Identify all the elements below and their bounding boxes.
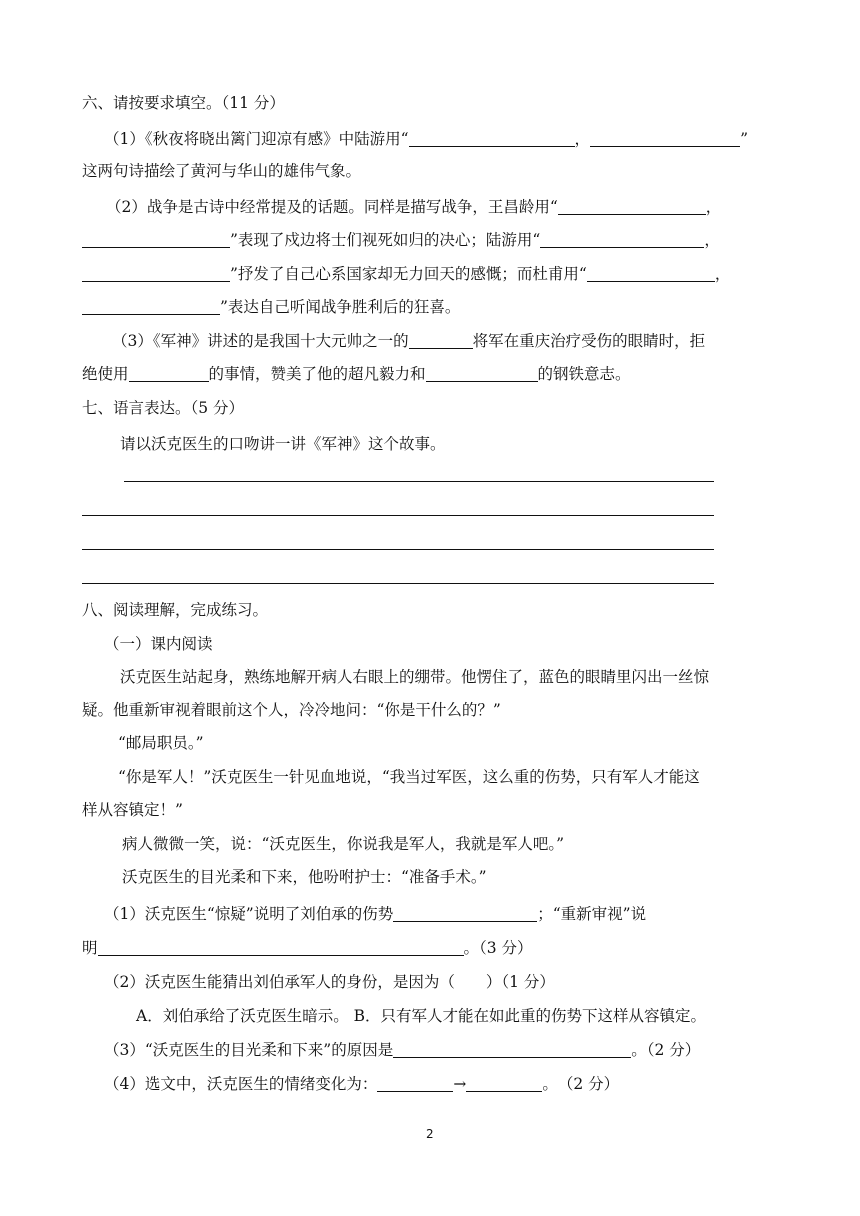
answer-blank[interactable] [409,130,575,147]
answer-blank[interactable] [466,1075,542,1092]
writing-line[interactable] [82,583,714,584]
q6-2-text-b: ， [705,198,722,216]
passage-p2: “邮局职员。” [118,734,204,752]
answer-blank[interactable] [82,265,230,282]
q8-4-text-c: 。 （2 分） [542,1075,620,1093]
q8-1-line1 [104,904,646,924]
passage-p1-line2: 疑。他重新审视着眼前这个人，冷冷地问：“你是干什么的？” [82,701,501,719]
writing-line[interactable] [124,481,714,482]
q6-3-text-a: （3）《军神》讲述的是我国十大元帅之一的 [112,332,409,350]
passage-p3-line2: 样从容镇定！” [82,801,183,819]
q6-3-line2 [82,364,631,384]
q8-1-text-d: 。（3 分） [463,939,533,957]
passage-p3-line1: “你是军人！”沃克医生一针见血地说，“我当过军医，这么重的伤势，只有军人才能这 [118,768,700,786]
q8-3-text-a: （3）“沃克医生的目光柔和下来”的原因是 [104,1041,394,1059]
q6-1-text-b: ， [574,130,591,148]
q6-1-line1 [104,129,748,149]
q6-3-text-d: 的事情，赞美了他的超凡毅力和 [208,365,426,383]
q6-1-text-a: （1）《秋夜将晓出篱门迎凉有感》中陆游用“ [104,130,409,148]
q6-2-text-f: ， [714,265,731,283]
section-7-prompt: 请以沃克医生的口吻讲一讲《军神》这个故事。 [120,435,446,453]
q8-3-line [104,1040,700,1060]
answer-blank[interactable] [129,365,209,382]
q6-2-line4 [82,297,460,317]
q8-2-options: A．刘伯承给了沃克医生暗示。 B．只有军人才能在如此重的伤势下这样从容镇定。 [136,1007,707,1025]
answer-blank[interactable] [98,939,464,956]
q6-3-text-e: 的钢铁意志。 [537,365,631,383]
answer-blank[interactable] [540,231,704,248]
q6-3-text-c: 绝使用 [82,365,129,383]
passage-p4: 病人微微一笑，说：“沃克医生，你说我是军人，我就是军人吧。” [122,835,565,853]
answer-blank[interactable] [393,1041,631,1058]
q6-2-text-d: ， [704,231,720,249]
section-7-heading: 七、语言表达。（5 分） [82,399,245,417]
q6-3-line1 [112,331,705,351]
q8-1-text-a: （1）沃克医生“惊疑”说明了刘伯承的伤势 [104,905,394,923]
answer-blank[interactable] [409,332,473,349]
q8-2-question: （2）沃克医生能猜出刘伯承军人的身份，是因为（ ）（1 分） [104,973,555,991]
passage-p5: 沃克医生的目光柔和下来，他吩咐护士：“准备手术。” [122,868,487,886]
q6-2-text-a: （2）战争是古诗中经常提及的话题。同样是描写战争，王昌龄用“ [106,198,558,216]
q8-1-text-b: ；“重新审视”说 [537,905,647,923]
answer-blank[interactable] [587,265,715,282]
passage-p1-line1: 沃克医生站起身，熟练地解开病人右眼上的绷带。他愣住了，蓝色的眼睛里闪出一丝惊 [120,668,710,686]
q6-2-line2 [82,230,720,250]
answer-blank[interactable] [558,198,706,215]
q6-2-text-g: ”表达自己听闻战争胜利后的狂喜。 [220,298,461,316]
q8-1-line2 [82,938,533,958]
section-8-subheading: （一）课内阅读 [104,635,213,653]
q8-1-text-c: 明 [82,939,98,957]
answer-blank[interactable] [426,365,538,382]
answer-blank[interactable] [393,905,537,922]
answer-blank[interactable] [82,231,230,248]
q8-3-text-b: 。（2 分） [631,1041,701,1059]
q6-1-line2: 这两句诗描绘了黄河与华山的雄伟气象。 [82,162,362,180]
q6-2-text-c: ”表现了戍边将士们视死如归的决心；陆游用“ [230,231,541,249]
section-8-heading: 八、阅读理解，完成练习。 [82,601,269,619]
answer-blank[interactable] [377,1075,453,1092]
q6-2-line1 [106,197,721,217]
q6-2-line3 [82,264,730,284]
writing-line[interactable] [82,515,714,516]
writing-line[interactable] [82,549,714,550]
answer-blank[interactable] [82,298,220,315]
q8-4-text-a: （4）选文中，沃克医生的情绪变化为： [104,1075,378,1093]
q6-1-text-c: ” [740,130,748,148]
page-number: 2 [426,1127,434,1141]
answer-blank[interactable] [590,130,740,147]
q6-3-text-b: 将军在重庆治疗受伤的眼睛时，拒 [472,332,706,350]
arrow-icon: → [453,1075,467,1093]
q8-4-line [104,1074,619,1094]
section-6-heading: 六、请按要求填空。（11 分） [82,94,285,112]
q6-2-text-e: ”抒发了自己心系国家却无力回天的感慨；而杜甫用“ [230,265,587,283]
